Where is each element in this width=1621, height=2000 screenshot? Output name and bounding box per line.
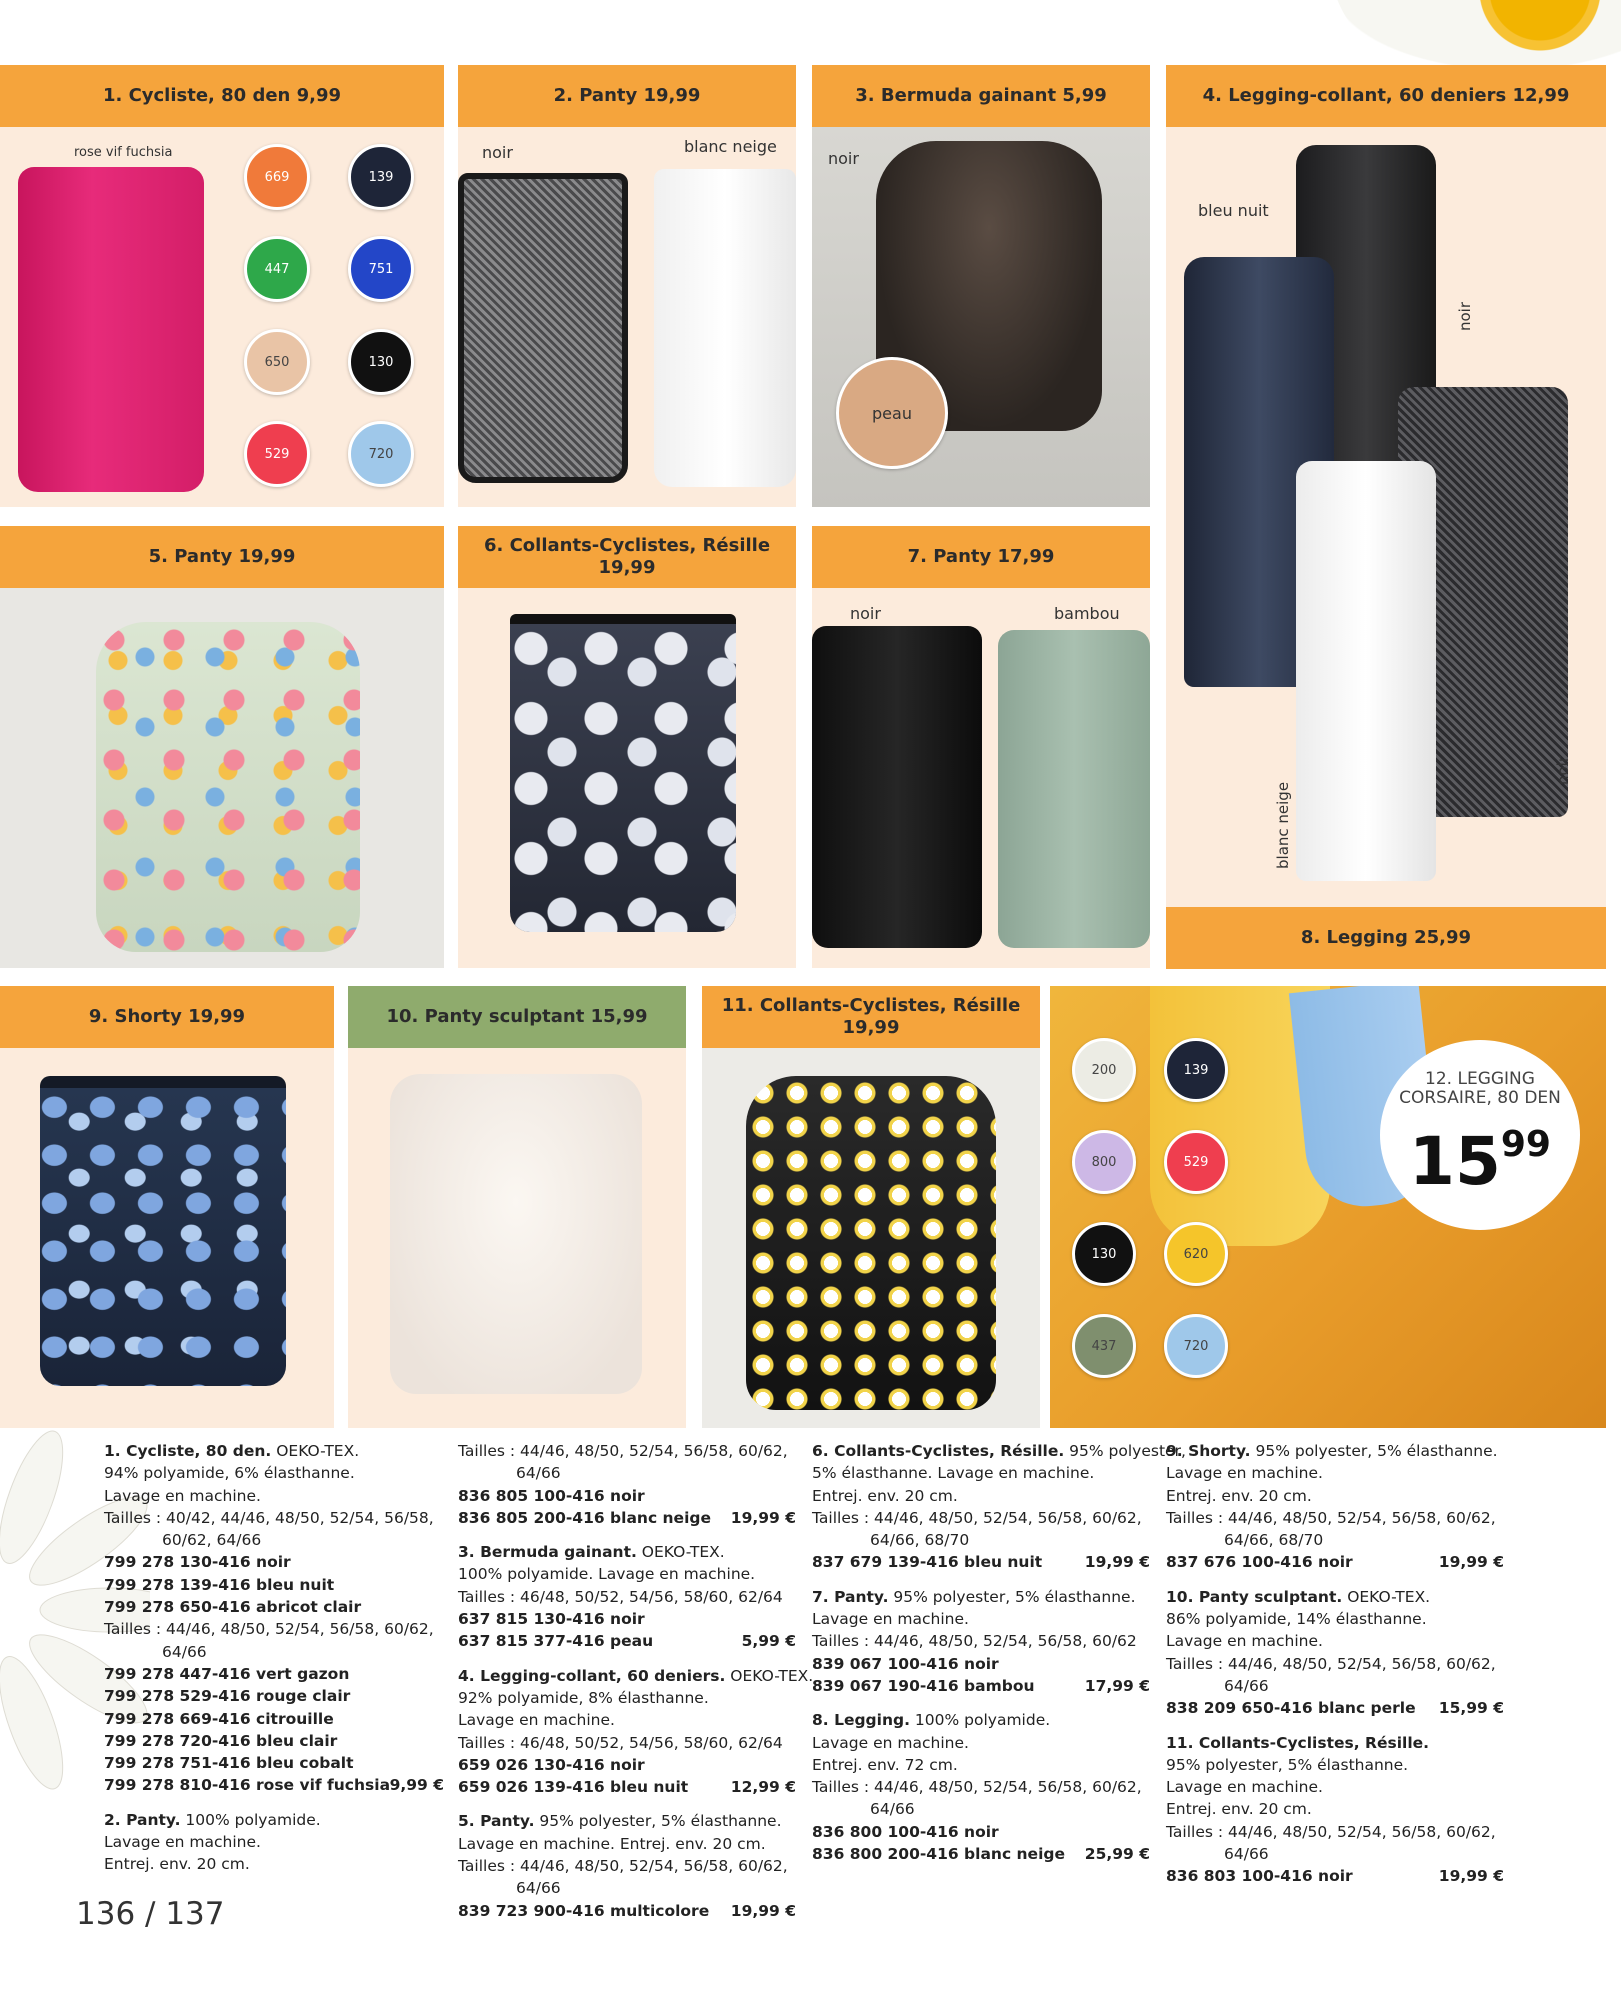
details-column-4 xyxy=(1166,1440,1504,1888)
price-row xyxy=(1166,1697,1504,1719)
detail-line xyxy=(812,1776,1150,1798)
detail-text: Tailles : 46/48, 50/52, 54/56, 58/60, 62/64 xyxy=(458,1733,783,1752)
detail-line xyxy=(458,1485,796,1507)
panel-title: 7. Panty 17,99 xyxy=(812,526,1150,588)
swatch-669: 669 xyxy=(244,144,310,210)
detail-line xyxy=(1166,1485,1504,1507)
detail-price: 25,99 € xyxy=(1084,1845,1150,1864)
detail-text: Tailles : 44/46, 48/50, 52/54, 56/58, 60/62, xyxy=(1166,1822,1496,1841)
detail-line xyxy=(458,1833,796,1855)
detail-bold: 836 803 100-416 noir xyxy=(1166,1867,1353,1886)
detail-line xyxy=(104,1574,444,1596)
product-image-collants-cyclistes-11 xyxy=(746,1076,996,1410)
detail-text: 64/66, 68/70 xyxy=(1224,1531,1324,1550)
detail-text: 5% élasthanne. Lavage en machine. xyxy=(812,1464,1095,1483)
product-image-cycliste xyxy=(18,167,204,492)
price-row xyxy=(812,1675,1150,1697)
detail-line xyxy=(812,1630,1150,1652)
detail-line xyxy=(458,1608,796,1630)
detail-line xyxy=(104,1485,444,1507)
color-label-bleu-nuit: bleu nuit xyxy=(1198,201,1269,220)
color-label-noir: noir xyxy=(1456,301,1474,331)
detail-bold: 1. Cycliste, 80 den. xyxy=(104,1442,272,1460)
product-panel-4-8 xyxy=(1166,65,1606,969)
price-row xyxy=(812,1843,1150,1865)
detail-text: Lavage en machine. xyxy=(104,1833,261,1852)
swatch-800: 800 xyxy=(1072,1130,1136,1194)
detail-line xyxy=(1166,1798,1504,1820)
detail-bold: 799 278 669-416 citrouille xyxy=(104,1709,334,1728)
detail-text: Entrej. env. 20 cm. xyxy=(1166,1486,1312,1505)
detail-price: 9,99 € xyxy=(389,1776,444,1795)
detail-line xyxy=(812,1653,1150,1675)
detail-bold: 4. Legging-collant, 60 deniers. xyxy=(458,1666,726,1685)
detail-line xyxy=(812,1586,1150,1608)
product-panel-5 xyxy=(0,526,444,968)
detail-line xyxy=(812,1507,1150,1529)
price-row xyxy=(104,1774,444,1796)
detail-bold: 3. Bermuda gainant. xyxy=(458,1543,637,1562)
detail-bold: 836 805 100-416 noir xyxy=(458,1486,645,1505)
swatch-139: 139 xyxy=(348,144,414,210)
swatch-620: 620 xyxy=(1164,1222,1228,1286)
detail-line xyxy=(458,1586,796,1608)
spacer xyxy=(1166,1574,1504,1586)
detail-line xyxy=(812,1732,1150,1754)
detail-line xyxy=(1166,1440,1504,1462)
product-image-panty-fleurs xyxy=(96,622,360,952)
detail-text: Tailles : 44/46, 48/50, 52/54, 56/58, 60/62, xyxy=(812,1778,1142,1797)
detail-price: 19,99 € xyxy=(730,1901,796,1920)
color-label-noir-8: noir xyxy=(1554,755,1572,785)
detail-line xyxy=(812,1529,1150,1551)
product-image-panty-sculptant xyxy=(390,1074,642,1394)
detail-text: 95% polyester, 5% élasthanne. xyxy=(1166,1755,1409,1774)
badge-title: 12. LEGGING CORSAIRE, 80 DEN xyxy=(1399,1069,1561,1108)
swatch-130: 130 xyxy=(1072,1222,1136,1286)
detail-line xyxy=(104,1551,444,1573)
detail-bold: 839 067 190-416 bambou xyxy=(812,1676,1035,1695)
detail-line xyxy=(104,1529,444,1551)
detail-text: 100% polyamide. Lavage en machine. xyxy=(458,1565,756,1584)
detail-bold: 637 815 130-416 noir xyxy=(458,1610,645,1629)
price-row xyxy=(812,1551,1150,1573)
swatch-529: 529 xyxy=(244,421,310,487)
detail-text: OEKO-TEX. xyxy=(271,1442,360,1460)
panel-title: 4. Legging-collant, 60 deniers 12,99 xyxy=(1166,65,1606,127)
detail-bold: 9. Shorty. xyxy=(1166,1442,1251,1460)
swatch-720: 720 xyxy=(348,421,414,487)
detail-line xyxy=(812,1709,1150,1731)
spacer xyxy=(104,1797,444,1809)
detail-text: Tailles : 44/46, 48/50, 52/54, 56/58, 60/62, xyxy=(104,1620,434,1639)
detail-bold: 6. Collants-Cyclistes, Résille. xyxy=(812,1442,1065,1460)
detail-line xyxy=(104,1440,444,1462)
detail-text: Lavage en machine. xyxy=(1166,1464,1323,1483)
detail-line xyxy=(458,1462,796,1484)
product-image-legging-blanc xyxy=(1296,461,1436,881)
detail-bold: 7. Panty. xyxy=(812,1587,889,1606)
detail-text: 95% polyester, xyxy=(1064,1442,1186,1460)
detail-text: Tailles : 44/46, 48/50, 52/54, 56/58, 60/62, xyxy=(458,1442,788,1460)
swatch-720: 720 xyxy=(1164,1314,1228,1378)
detail-line xyxy=(458,1709,796,1731)
swatch-200: 200 xyxy=(1072,1038,1136,1102)
swatch-peau: peau xyxy=(836,357,948,469)
detail-line xyxy=(104,1641,444,1663)
detail-line xyxy=(1166,1586,1504,1608)
detail-line xyxy=(1166,1653,1504,1675)
detail-price: 19,99 € xyxy=(1438,1867,1504,1886)
detail-text: Lavage en machine. xyxy=(812,1610,969,1629)
detail-line xyxy=(458,1877,796,1899)
detail-price: 17,99 € xyxy=(1084,1676,1150,1695)
detail-text: Lavage en machine. xyxy=(1166,1778,1323,1797)
swatch-650: 650 xyxy=(244,329,310,395)
detail-line xyxy=(812,1821,1150,1843)
badge-price: $15^{99}$ xyxy=(1409,1123,1551,1200)
detail-text: Tailles : 40/42, 44/46, 48/50, 52/54, 56/58, xyxy=(104,1508,434,1527)
detail-bold: 10. Panty sculptant. xyxy=(1166,1587,1343,1606)
detail-text: 95% polyester, 5% élasthanne. xyxy=(888,1587,1136,1606)
detail-line xyxy=(1166,1462,1504,1484)
spacer xyxy=(1166,1720,1504,1732)
detail-text: Entrej. env. 20 cm. xyxy=(812,1486,958,1505)
product-image-shorty xyxy=(40,1076,286,1386)
detail-bold: 799 278 751-416 bleu cobalt xyxy=(104,1754,354,1773)
swatch-130: 130 xyxy=(348,329,414,395)
detail-line xyxy=(1166,1608,1504,1630)
product-panel-11 xyxy=(702,986,1040,1428)
panel-title: 6. Collants-Cyclistes, Résille 19,99 xyxy=(458,526,796,588)
product-panel-6 xyxy=(458,526,796,968)
panel-title: 10. Panty sculptant 15,99 xyxy=(348,986,686,1048)
detail-bold: 799 278 650-416 abricot clair xyxy=(104,1598,362,1617)
detail-text: OEKO-TEX. xyxy=(636,1543,725,1562)
detail-text: 100% polyamide. xyxy=(180,1810,321,1829)
panel-title: 5. Panty 19,99 xyxy=(0,526,444,588)
detail-price: 19,99 € xyxy=(730,1508,796,1527)
flower-decoration-top xyxy=(1330,0,1621,70)
detail-line xyxy=(104,1730,444,1752)
detail-bold: 5. Panty. xyxy=(458,1812,535,1831)
details-column-3 xyxy=(812,1440,1186,1865)
detail-bold: 839 723 900-416 multicolore xyxy=(458,1901,710,1920)
detail-text: 100% polyamide. xyxy=(909,1711,1051,1730)
detail-line xyxy=(458,1754,796,1776)
detail-line xyxy=(812,1608,1150,1630)
detail-line xyxy=(104,1507,444,1529)
detail-text: Lavage en machine. xyxy=(812,1733,969,1752)
detail-text: Tailles : 44/46, 48/50, 52/54, 56/58, 60/62, xyxy=(812,1508,1142,1527)
panel-title: 11. Collants-Cyclistes, Résille 19,99 xyxy=(702,986,1040,1048)
detail-line xyxy=(458,1563,796,1585)
detail-bold: 799 278 720-416 bleu clair xyxy=(104,1731,338,1750)
detail-line xyxy=(1166,1630,1504,1652)
detail-line xyxy=(1166,1529,1504,1551)
product-image-panty-noir xyxy=(458,173,628,483)
detail-line xyxy=(812,1485,1150,1507)
color-label-blanc-neige: blanc neige xyxy=(1274,781,1292,869)
product-panel-3 xyxy=(812,65,1150,507)
detail-line xyxy=(1166,1507,1504,1529)
detail-line xyxy=(812,1462,1150,1484)
detail-text: Tailles : 44/46, 48/50, 52/54, 56/58, 60/62, xyxy=(1166,1654,1496,1673)
detail-text: Lavage en machine. xyxy=(458,1711,615,1730)
product-panel-1 xyxy=(0,65,444,507)
detail-text: Lavage en machine. Entrej. env. 20 cm. xyxy=(458,1834,766,1853)
detail-text: 95% polyester, 5% élasthanne. xyxy=(1250,1442,1498,1460)
detail-text: Lavage en machine. xyxy=(104,1486,261,1505)
detail-bold: 637 815 377-416 peau xyxy=(458,1632,654,1651)
detail-bold: 659 026 139-416 bleu nuit xyxy=(458,1778,689,1797)
product-image-panty-noir-7 xyxy=(812,626,982,948)
panel-title: 2. Panty 19,99 xyxy=(458,65,796,127)
color-label-right: bambou xyxy=(1054,604,1120,623)
detail-bold: 836 800 200-416 blanc neige xyxy=(812,1845,1065,1864)
detail-bold: 839 067 100-416 noir xyxy=(812,1654,999,1673)
detail-bold: 799 278 447-416 vert gazon xyxy=(104,1664,350,1683)
swatch-529: 529 xyxy=(1164,1130,1228,1194)
detail-bold: 837 676 100-416 noir xyxy=(1166,1553,1353,1572)
detail-text: Entrej. env. 20 cm. xyxy=(104,1855,250,1874)
detail-text: 60/62, 64/66 xyxy=(162,1531,262,1550)
detail-line xyxy=(104,1618,444,1640)
detail-text: Entrej. env. 72 cm. xyxy=(812,1755,958,1774)
detail-text: 64/66 xyxy=(1224,1676,1269,1695)
detail-text: Tailles : 46/48, 50/52, 54/56, 58/60, 62/64 xyxy=(458,1587,783,1606)
detail-text: Tailles : 44/46, 48/50, 52/54, 56/58, 60/62, xyxy=(1166,1508,1496,1527)
spacer xyxy=(458,1529,796,1541)
panel-title-8: 8. Legging 25,99 xyxy=(1166,907,1606,969)
detail-bold: 8. Legging. xyxy=(812,1711,910,1730)
color-label-left: noir xyxy=(850,604,881,623)
detail-line xyxy=(1166,1732,1504,1754)
panel-title: 9. Shorty 19,99 xyxy=(0,986,334,1048)
detail-price: 12,99 € xyxy=(730,1778,796,1797)
swatch-751: 751 xyxy=(348,236,414,302)
detail-line xyxy=(1166,1675,1504,1697)
product-panel-2 xyxy=(458,65,796,507)
detail-line xyxy=(458,1855,796,1877)
detail-line xyxy=(1166,1821,1504,1843)
detail-bold: 659 026 130-416 noir xyxy=(458,1755,645,1774)
detail-price: 19,99 € xyxy=(1084,1553,1150,1572)
detail-line xyxy=(812,1440,1186,1462)
detail-text: 95% polyester, 5% élasthanne. xyxy=(534,1812,782,1831)
price-row xyxy=(1166,1865,1504,1887)
detail-bold: 836 805 200-416 blanc neige xyxy=(458,1508,711,1527)
detail-line xyxy=(458,1440,796,1462)
detail-text: 64/66 xyxy=(516,1879,561,1898)
detail-text: OEKO-TEX. xyxy=(1342,1587,1431,1606)
detail-line xyxy=(1166,1754,1504,1776)
details-column-2 xyxy=(458,1440,814,1922)
detail-line xyxy=(1166,1843,1504,1865)
detail-line xyxy=(104,1685,444,1707)
detail-line xyxy=(1166,1776,1504,1798)
swatch-139: 139 xyxy=(1164,1038,1228,1102)
spacer xyxy=(458,1798,796,1810)
page-number: 136 / 137 xyxy=(76,1896,225,1932)
panel-title: 1. Cycliste, 80 den 9,99 xyxy=(0,65,444,127)
detail-bold: 799 278 810-416 rose vif fuchsia xyxy=(104,1776,391,1795)
detail-line xyxy=(458,1541,796,1563)
detail-price: 19,99 € xyxy=(1438,1553,1504,1572)
detail-text: 86% polyamide, 14% élasthanne. xyxy=(1166,1610,1427,1629)
detail-text: 64/66, 68/70 xyxy=(870,1531,970,1550)
detail-text: Tailles : 44/46, 48/50, 52/54, 56/58, 60/62 xyxy=(812,1632,1137,1651)
price-row xyxy=(458,1900,796,1922)
product-image-panty-blanc xyxy=(654,169,796,487)
product-panel-10 xyxy=(348,986,686,1428)
detail-text: 64/66 xyxy=(1224,1845,1269,1864)
color-label: rose vif fuchsia xyxy=(74,145,173,160)
detail-text: Tailles : 44/46, 48/50, 52/54, 56/58, 60/62, xyxy=(458,1857,788,1876)
price-row xyxy=(458,1507,796,1529)
product-panel-7 xyxy=(812,526,1150,968)
detail-line xyxy=(104,1853,444,1875)
swatch-437: 437 xyxy=(1072,1314,1136,1378)
detail-bold: 837 679 139-416 bleu nuit xyxy=(812,1553,1043,1572)
detail-line xyxy=(458,1665,814,1687)
detail-line xyxy=(458,1732,796,1754)
color-label-right: blanc neige xyxy=(684,137,777,156)
detail-line xyxy=(812,1798,1150,1820)
spacer xyxy=(458,1653,796,1665)
price-row xyxy=(1166,1551,1504,1573)
panel-title: 3. Bermuda gainant 5,99 xyxy=(812,65,1150,127)
detail-text: 64/66 xyxy=(516,1464,561,1483)
product-panel-9 xyxy=(0,986,334,1428)
detail-text: 92% polyamide, 8% élasthanne. xyxy=(458,1688,709,1707)
detail-line xyxy=(104,1752,444,1774)
detail-line xyxy=(458,1687,796,1709)
detail-bold: 11. Collants-Cyclistes, Résille. xyxy=(1166,1733,1430,1752)
spacer xyxy=(812,1697,1150,1709)
detail-line xyxy=(104,1831,444,1853)
detail-text: Entrej. env. 20 cm. xyxy=(1166,1800,1312,1819)
color-label: noir xyxy=(828,149,859,168)
detail-text: Lavage en machine. xyxy=(1166,1632,1323,1651)
detail-text: 94% polyamide, 6% élasthanne. xyxy=(104,1464,355,1483)
color-label-left: noir xyxy=(482,143,513,162)
detail-text: OEKO-TEX. xyxy=(725,1666,814,1685)
detail-price: 15,99 € xyxy=(1438,1699,1504,1718)
detail-price: 5,99 € xyxy=(741,1632,796,1651)
detail-bold: 799 278 529-416 rouge clair xyxy=(104,1687,351,1706)
detail-line xyxy=(104,1708,444,1730)
swatch-447: 447 xyxy=(244,236,310,302)
product-image-panty-bambou xyxy=(998,630,1150,948)
detail-text: 64/66 xyxy=(870,1800,915,1819)
product-image-collants-cyclistes xyxy=(510,614,736,932)
detail-line xyxy=(812,1754,1150,1776)
detail-line xyxy=(104,1596,444,1618)
detail-line xyxy=(104,1462,444,1484)
detail-bold: 2. Panty. xyxy=(104,1810,181,1829)
price-badge xyxy=(1380,1040,1580,1230)
spacer xyxy=(812,1574,1150,1586)
price-row xyxy=(458,1776,796,1798)
detail-bold: 799 278 130-416 noir xyxy=(104,1553,291,1572)
detail-text: 64/66 xyxy=(162,1642,207,1661)
detail-bold: 838 209 650-416 blanc perle xyxy=(1166,1699,1416,1718)
detail-bold: 836 800 100-416 noir xyxy=(812,1822,999,1841)
price-row xyxy=(458,1630,796,1652)
detail-line xyxy=(104,1809,444,1831)
detail-line xyxy=(458,1810,796,1832)
details-column-1 xyxy=(104,1440,444,1876)
detail-line xyxy=(104,1663,444,1685)
detail-bold: 799 278 139-416 bleu nuit xyxy=(104,1575,335,1594)
